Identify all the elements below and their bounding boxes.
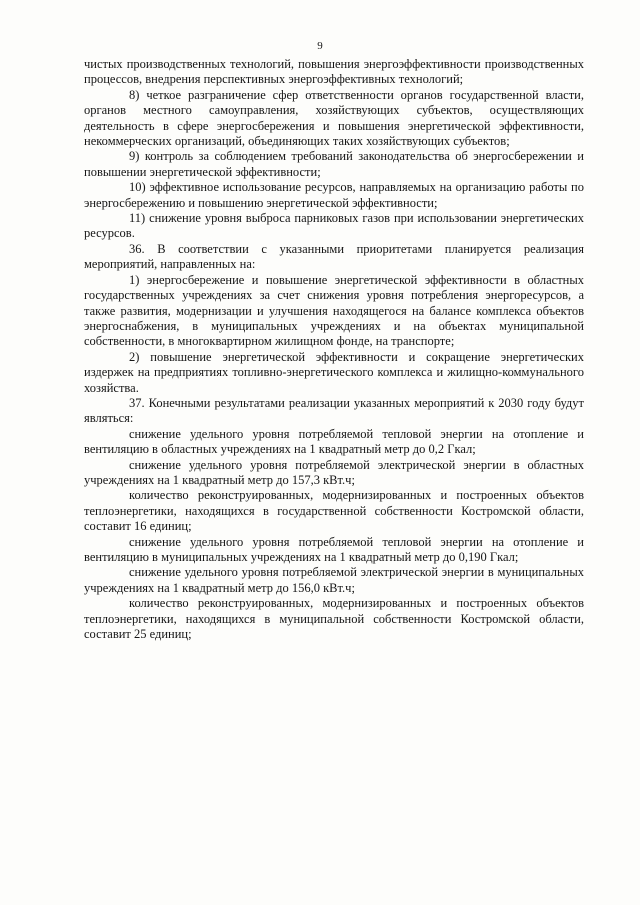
paragraph: 9) контроль за соблюдением требований законодательства об энергосбережении и повышении энергетической эффективности;: [84, 149, 584, 179]
paragraph: 8) четкое разграничение сфер ответственности органов государственной власти, органов местного самоуправления, хозяйствующих субъектов, осуществляющих деятельность в сфере энергосбережения и повышения энергетической эффективности, некоммерческих организаций, объединяющих таких хозяйствующих субъектов;: [84, 87, 584, 149]
page-number: 9: [317, 40, 323, 52]
paragraph: 2) повышение энергетической эффективности и сокращение энергетических издержек на предприятиях топливно-энергетического комплекса и жилищно-коммунального хозяйства.: [84, 349, 584, 395]
paragraph: 1) энергосбережение и повышение энергетической эффективности в областных государственных учреждениях за счет снижения уровня потребления энергоресурсов, а также развития, модернизации и улучшения находящегося на балансе комплекса объектов энергоснабжения, в муниципальных учреждениях и на объектах муниципальной собственности, в многоквартирном жилищном фонде, на транспорте;: [84, 272, 584, 349]
paragraph: 10) эффективное использование ресурсов, направляемых на организацию работы по энергосбережению и повышению энергетической эффективности;: [84, 180, 584, 210]
paragraph: 36. В соответствии с указанными приоритетами планируется реализация мероприятий, направленных на:: [84, 241, 584, 272]
paragraph: 37. Конечными результатами реализации указанных мероприятий к 2030 году будут являться:: [84, 395, 584, 426]
paragraph: чистых производственных технологий, повышения энергоэффективности производственных процессов, внедрения перспективных энергоэффективных технологий;: [84, 57, 584, 87]
paragraph: 11) снижение уровня выброса парниковых газов при использовании энергетических ресурсов.: [84, 211, 584, 241]
paragraph: снижение удельного уровня потребляемой электрической энергии в областных учреждениях на 1 квадратный метр до 157,3 кВт.ч;: [84, 457, 584, 487]
paragraph: количество реконструированных, модернизированных и построенных объектов теплоэнергетики, находящихся в муниципальной собственности Костромской области, составит 25 единиц;: [84, 596, 584, 642]
paragraph: снижение удельного уровня потребляемой тепловой энергии на отопление и вентиляцию в областных учреждениях на 1 квадратный метр до 0,2 Гкал;: [84, 426, 584, 457]
paragraph: снижение удельного уровня потребляемой тепловой энергии на отопление и вентиляцию в муниципальных учреждениях на 1 квадратный метр до 0,190 Гкал;: [84, 534, 584, 564]
document-body: [84, 57, 584, 642]
paragraph: снижение удельного уровня потребляемой электрической энергии в муниципальных учреждениях на 1 квадратный метр до 156,0 кВт.ч;: [84, 565, 584, 595]
paragraph: количество реконструированных, модернизированных и построенных объектов теплоэнергетики, находящихся в государственной собственности Костромской области, составит 16 единиц;: [84, 488, 584, 534]
